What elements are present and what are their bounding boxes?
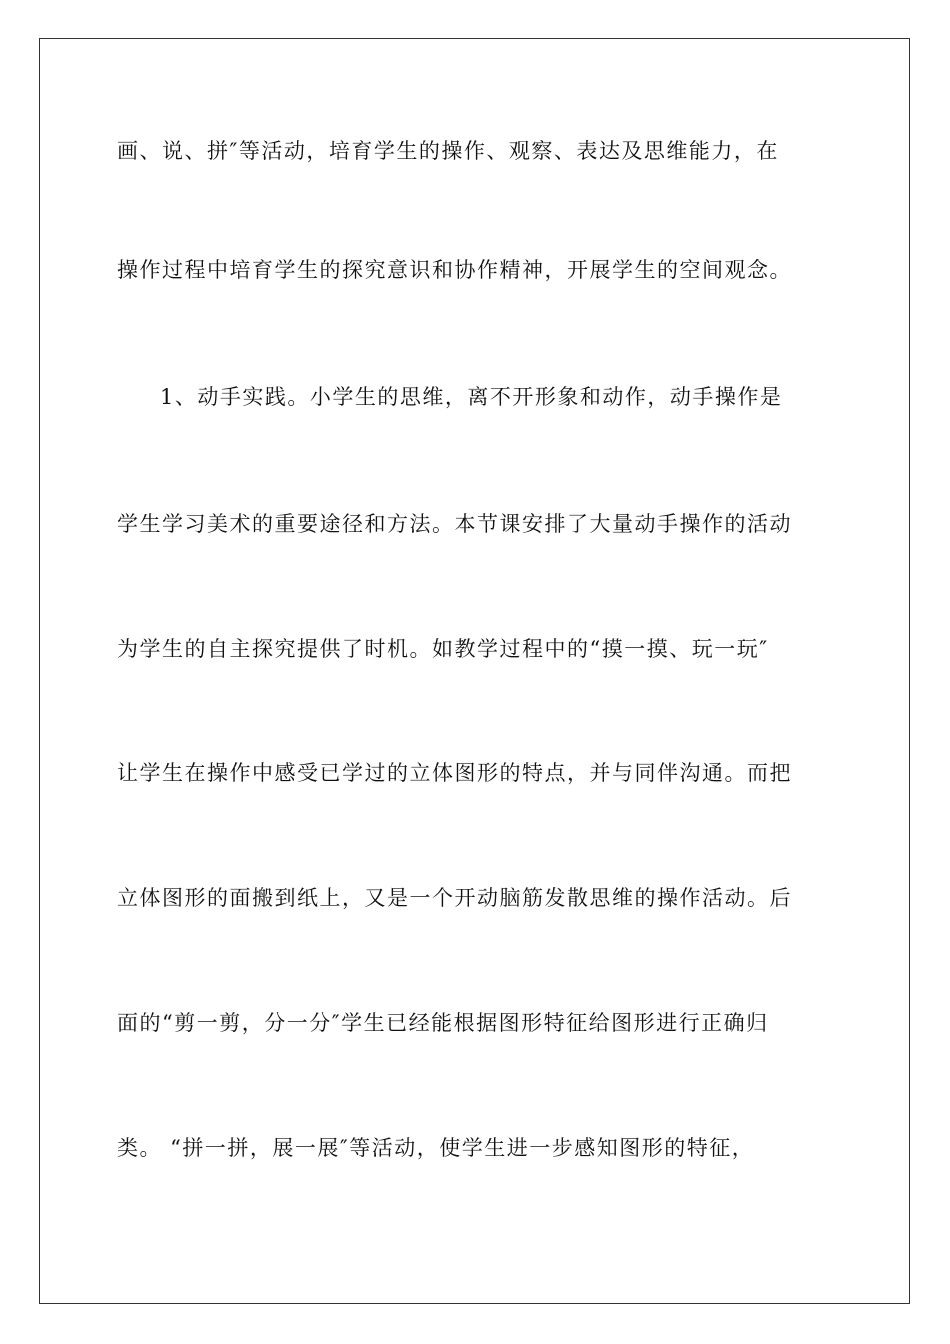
paragraph-line-9: 类。 “拼一拼，展一展″等活动，使学生进一步感知图形的特征， (117, 1136, 755, 1160)
paragraph-line-8: 面的“剪一剪，分一分″学生已经能根据图形特征给图形进行正确归 (117, 1011, 769, 1035)
paragraph-line-4: 学生学习美术的重要途径和方法。本节课安排了大量动手操作的活动 (117, 512, 792, 536)
paragraph-line-7: 立体图形的面搬到纸上，又是一个开动脑筋发散思维的操作活动。后 (117, 886, 792, 910)
paragraph-line-5: 为学生的自主探究提供了时机。如教学过程中的“摸一摸、玩一玩″ (117, 637, 769, 661)
paragraph-line-3: 1、动手实践。小学生的思维，离不开形象和动作，动手操作是 (160, 385, 783, 409)
page-border (39, 38, 910, 1304)
paragraph-line-1: 画、说、拼″等活动，培育学生的操作、观察、表达及思维能力，在 (117, 139, 779, 163)
paragraph-line-2: 操作过程中培育学生的探究意识和协作精神，开展学生的空间观念。 (117, 258, 792, 282)
paragraph-line-6: 让学生在操作中感受已学过的立体图形的特点，并与同伴沟通。而把 (117, 761, 792, 785)
